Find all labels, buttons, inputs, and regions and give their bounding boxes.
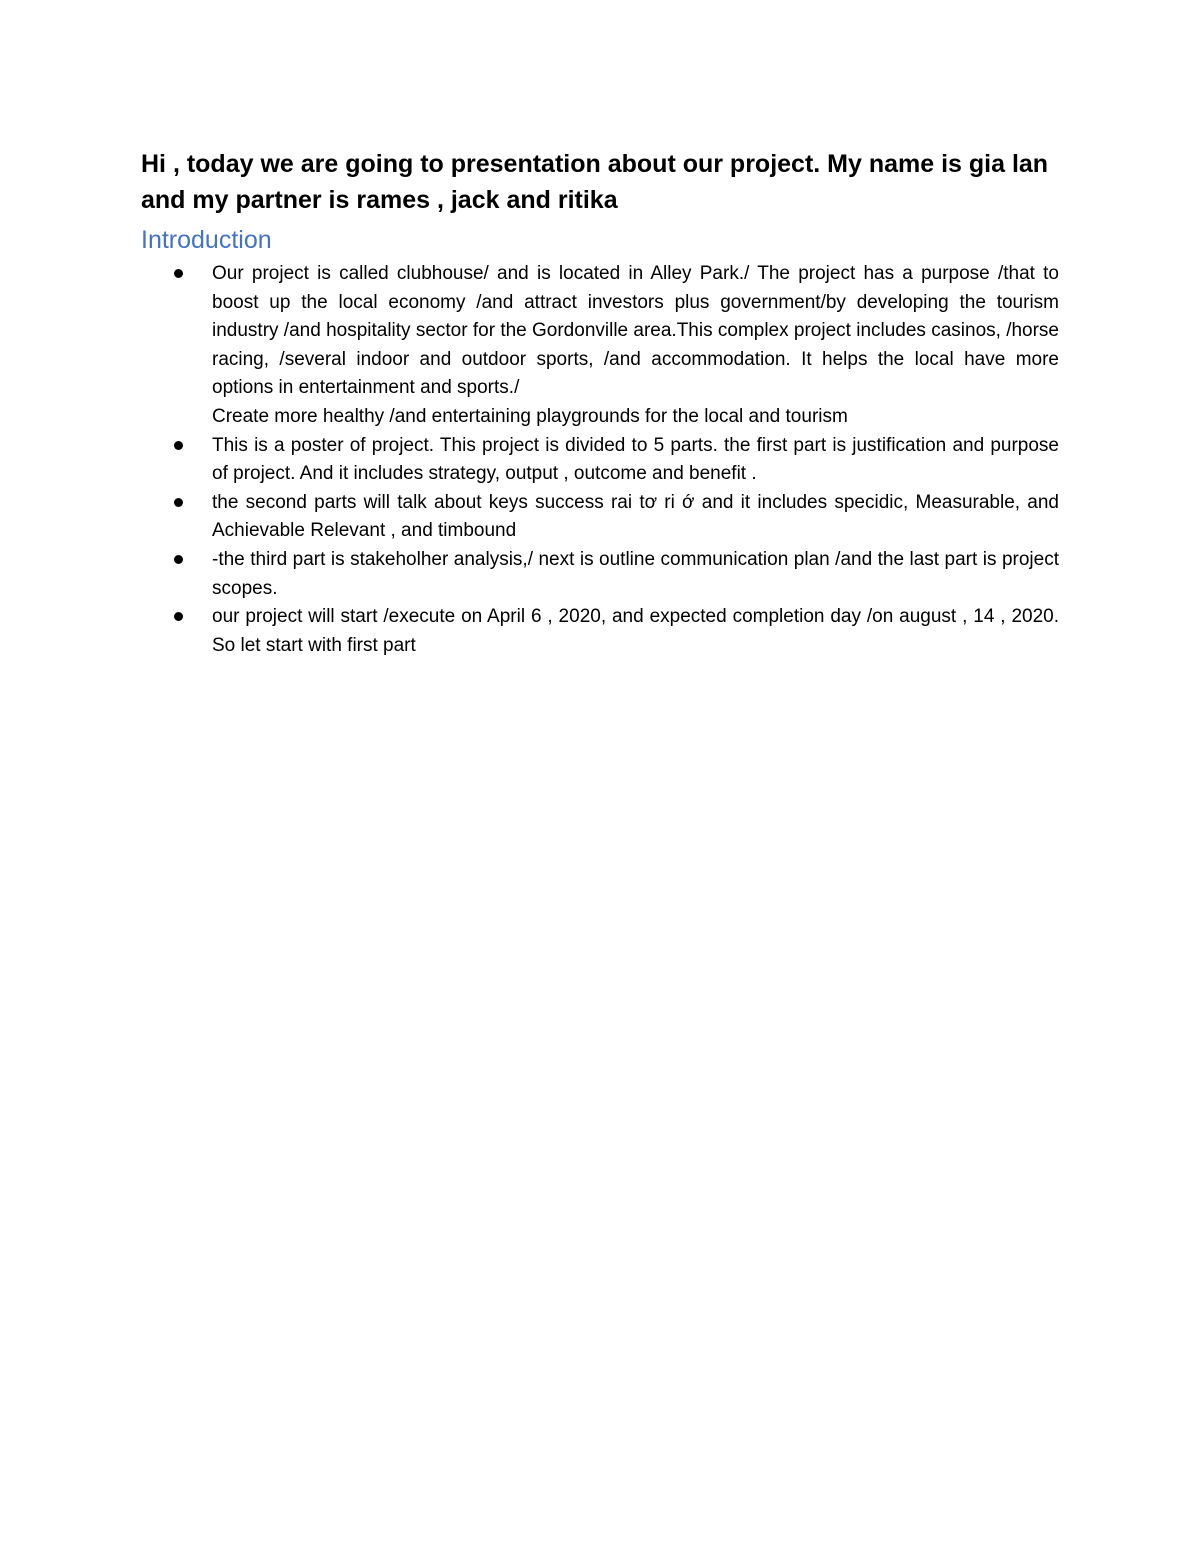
document-body xyxy=(141,146,1059,660)
bullet-item xyxy=(141,603,1059,660)
bullet-text: our project will start /execute on April 6 , 2020, and expected completion day /on august , 14 , 2020. So let start with first part xyxy=(212,606,1059,656)
bullet-text: This is a poster of project. This project is divided to 5 parts. the first part is justification and purpose of project. And it includes strategy, output , outcome and benefit . xyxy=(212,434,1059,485)
section-heading-introduction: Introduction xyxy=(141,226,272,254)
bullet-text: the second parts will talk about keys success rai tơ ri ớ and it includes specidic, Measurable, and Achievable Relevant , and timbound xyxy=(212,491,1059,542)
bullet-icon xyxy=(174,612,183,621)
bullet-item xyxy=(141,432,1059,489)
document-title: Hi , today we are going to presentation about our project. My name is gia lan and my partner is rames , jack and ritika xyxy=(141,150,1049,214)
bullet-item xyxy=(141,546,1059,603)
bullet-icon xyxy=(174,555,183,564)
bullet-item xyxy=(141,260,1059,432)
bullet-icon xyxy=(174,441,183,450)
bullet-text: -the third part is stakeholher analysis,/ next is outline communication plan /and the last part is project scopes. xyxy=(212,548,1059,599)
bullet-icon xyxy=(174,498,183,507)
bullet-list xyxy=(141,260,1059,660)
bullet-text: Our project is called clubhouse/ and is located in Alley Park./ The project has a purpose /that to boost up the local economy /and attract investors plus government/by developing the tourism industry /and hospitality sector for the Gordonville area.This complex project includes casinos, /horse racing, /several indoor and outdoor sports, /and accommodation. It helps the local have more options in entertainment and sports./ Create more healthy /and entertaining playgrounds for the local and tourism xyxy=(212,263,1059,427)
bullet-item xyxy=(141,489,1059,546)
bullet-icon xyxy=(174,269,183,278)
